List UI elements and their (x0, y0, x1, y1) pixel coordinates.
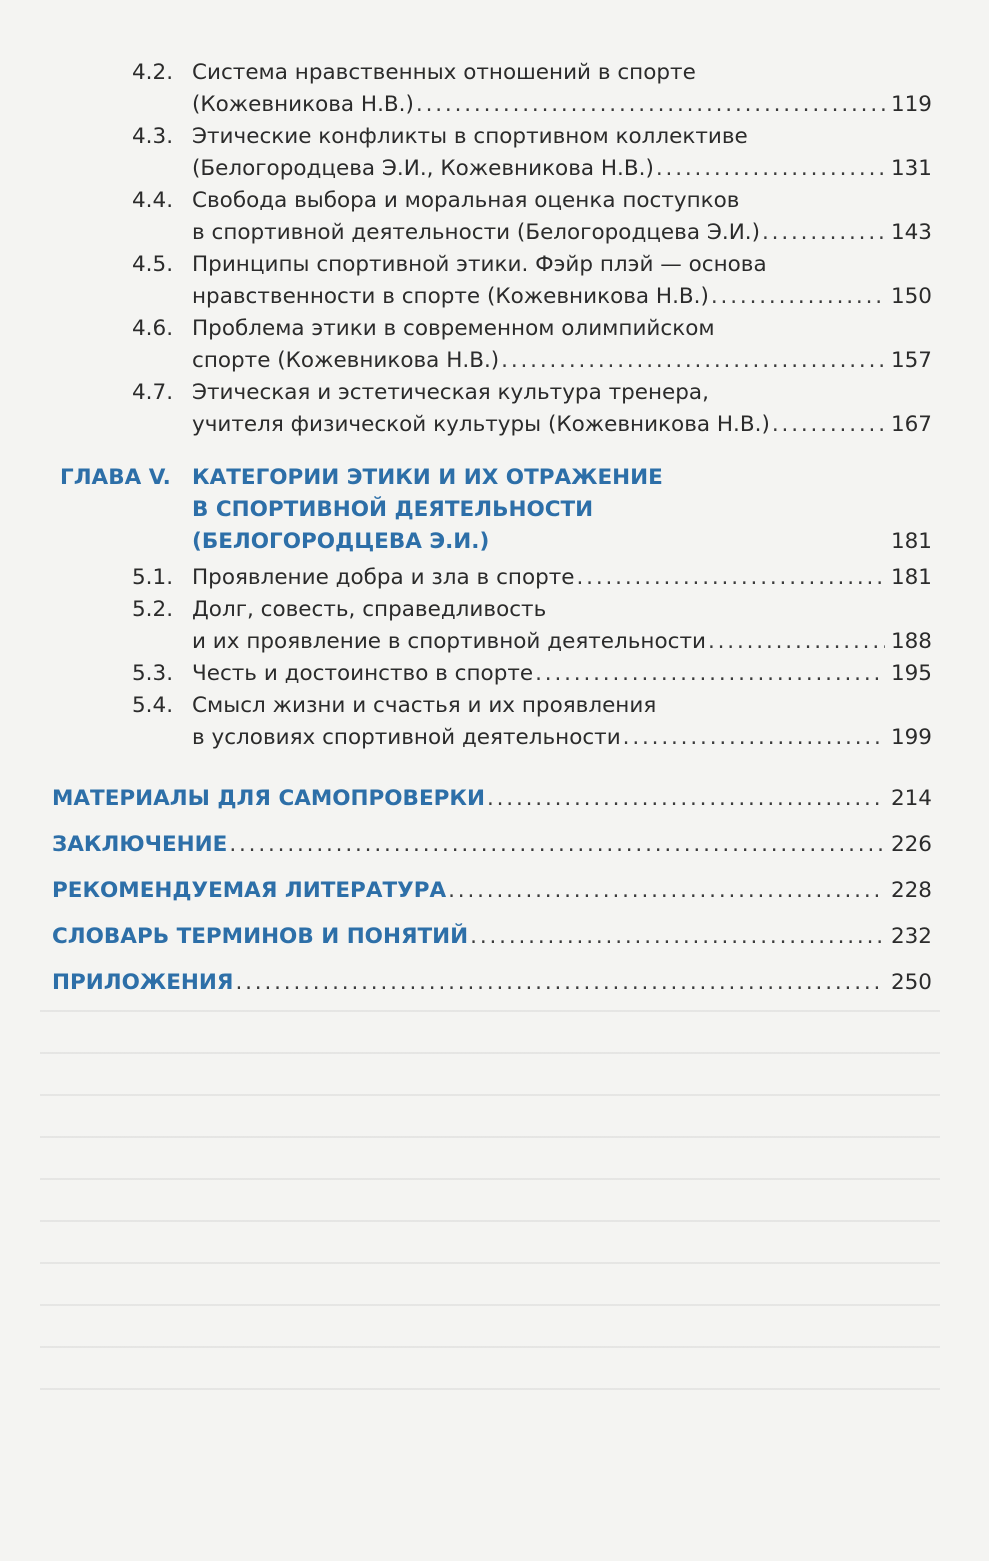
section-title-line: Этические конфликты в спортивном коллективе (192, 124, 748, 149)
section-title-line: Проявление добра и зла в спорте (192, 565, 575, 590)
section-number: 5.1. (132, 565, 174, 590)
section-title-line: в условиях спортивной деятельности (192, 725, 621, 750)
section-title-line: учителя физической культуры (Кожевникова Н.В.) (192, 412, 770, 437)
section-title-line: Долг, совесть, справедливость (192, 597, 547, 622)
chapter-title-line-2: В СПОРТИВНОЙ ДЕЯТЕЛЬНОСТИ (192, 497, 594, 522)
leader-dots (535, 658, 885, 690)
toc-section-4-7[interactable] (132, 377, 932, 441)
section-page-number: 199 (890, 725, 932, 750)
section-title-line: и их проявление в спортивной деятельности (192, 629, 706, 654)
leader-dots (448, 875, 885, 907)
section-page-number: 157 (890, 348, 932, 373)
section-number: 4.5. (132, 252, 174, 277)
chapter-title-line-1: КАТЕГОРИИ ЭТИКИ И ИХ ОТРАЖЕНИЕ (192, 465, 663, 490)
leader-dots (501, 345, 885, 377)
leader-dots (577, 562, 885, 594)
back-matter-title: ПРИЛОЖЕНИЯ (52, 970, 234, 995)
toc-section-4-3[interactable] (132, 121, 932, 185)
toc-section-5-2[interactable] (132, 594, 932, 658)
chapter-title-line-3: (БЕЛОГОРОДЦЕВА Э.И.) (192, 529, 490, 554)
section-title-line: Свобода выбора и моральная оценка поступков (192, 188, 740, 213)
section-page-number: 150 (890, 284, 932, 309)
section-number: 4.7. (132, 380, 174, 405)
toc-back-matter-item[interactable] (52, 829, 932, 861)
section-page-number: 143 (890, 220, 932, 245)
section-title-line: в спортивной деятельности (Белогородцева Э.И.) (192, 220, 760, 245)
leader-dots (470, 921, 885, 953)
section-number: 5.4. (132, 693, 174, 718)
leader-dots (229, 829, 885, 861)
section-page-number: 195 (890, 661, 932, 686)
section-title-line: Смысл жизни и счастья и их проявления (192, 693, 657, 718)
chapter-label: ГЛАВА V. (60, 465, 171, 490)
section-title-line: Этическая и эстетическая культура тренера, (192, 380, 709, 405)
leader-dots (656, 153, 885, 185)
toc-section-4-4[interactable] (132, 185, 932, 249)
back-matter-title: РЕКОМЕНДУЕМАЯ ЛИТЕРАТУРА (52, 878, 447, 903)
section-number: 4.3. (132, 124, 174, 149)
leader-dots (416, 89, 885, 121)
back-matter-page-number: 226 (890, 832, 932, 857)
chapter-page-number: 181 (890, 529, 932, 554)
section-title-line: Принципы спортивной этики. Фэйр плэй — основа (192, 252, 767, 277)
section-page-number: 131 (890, 156, 932, 181)
section-page-number: 119 (890, 92, 932, 117)
toc-section-5-4[interactable] (132, 690, 932, 754)
back-matter-page-number: 250 (890, 970, 932, 995)
section-title-line: (Кожевникова Н.В.) (192, 92, 414, 117)
toc-back-matter-item[interactable] (52, 967, 932, 999)
back-matter-title: ЗАКЛЮЧЕНИЕ (52, 832, 228, 857)
toc-back-matter-item[interactable] (52, 875, 932, 907)
back-matter-title: МАТЕРИАЛЫ ДЛЯ САМОПРОВЕРКИ (52, 786, 485, 811)
toc-back-matter-item[interactable] (52, 783, 932, 815)
toc-section-4-2[interactable] (132, 57, 932, 121)
bleed-through-texture (40, 1010, 940, 1430)
leader-dots (762, 217, 885, 249)
toc-section-4-6[interactable] (132, 313, 932, 377)
section-title-line: (Белогородцева Э.И., Кожевникова Н.В.) (192, 156, 654, 181)
leader-dots (623, 722, 885, 754)
section-page-number: 181 (890, 565, 932, 590)
back-matter-page-number: 228 (890, 878, 932, 903)
toc-back-matter-item[interactable] (52, 921, 932, 953)
section-page-number: 188 (890, 629, 932, 654)
leader-dots (708, 626, 885, 658)
leader-dots (487, 783, 885, 815)
toc-chapter-5[interactable] (60, 462, 932, 562)
leader-dots (711, 281, 885, 313)
section-title-line: спорте (Кожевникова Н.В.) (192, 348, 500, 373)
back-matter-page-number: 214 (890, 786, 932, 811)
leader-dots (772, 409, 885, 441)
section-number: 4.2. (132, 60, 174, 85)
section-number: 4.6. (132, 316, 174, 341)
section-number: 5.2. (132, 597, 174, 622)
back-matter-title: СЛОВАРЬ ТЕРМИНОВ И ПОНЯТИЙ (52, 924, 469, 949)
toc-section-5-1[interactable] (132, 562, 932, 594)
back-matter-page-number: 232 (890, 924, 932, 949)
toc-section-4-5[interactable] (132, 249, 932, 313)
section-title-line: Проблема этики в современном олимпийском (192, 316, 715, 341)
section-page-number: 167 (890, 412, 932, 437)
leader-dots (235, 967, 885, 999)
section-title-line: нравственности в спорте (Кожевникова Н.В.) (192, 284, 709, 309)
section-title-line: Система нравственных отношений в спорте (192, 60, 696, 85)
toc-section-5-3[interactable] (132, 658, 932, 690)
section-number: 4.4. (132, 188, 174, 213)
section-number: 5.3. (132, 661, 174, 686)
section-title-line: Честь и достоинство в спорте (192, 661, 534, 686)
